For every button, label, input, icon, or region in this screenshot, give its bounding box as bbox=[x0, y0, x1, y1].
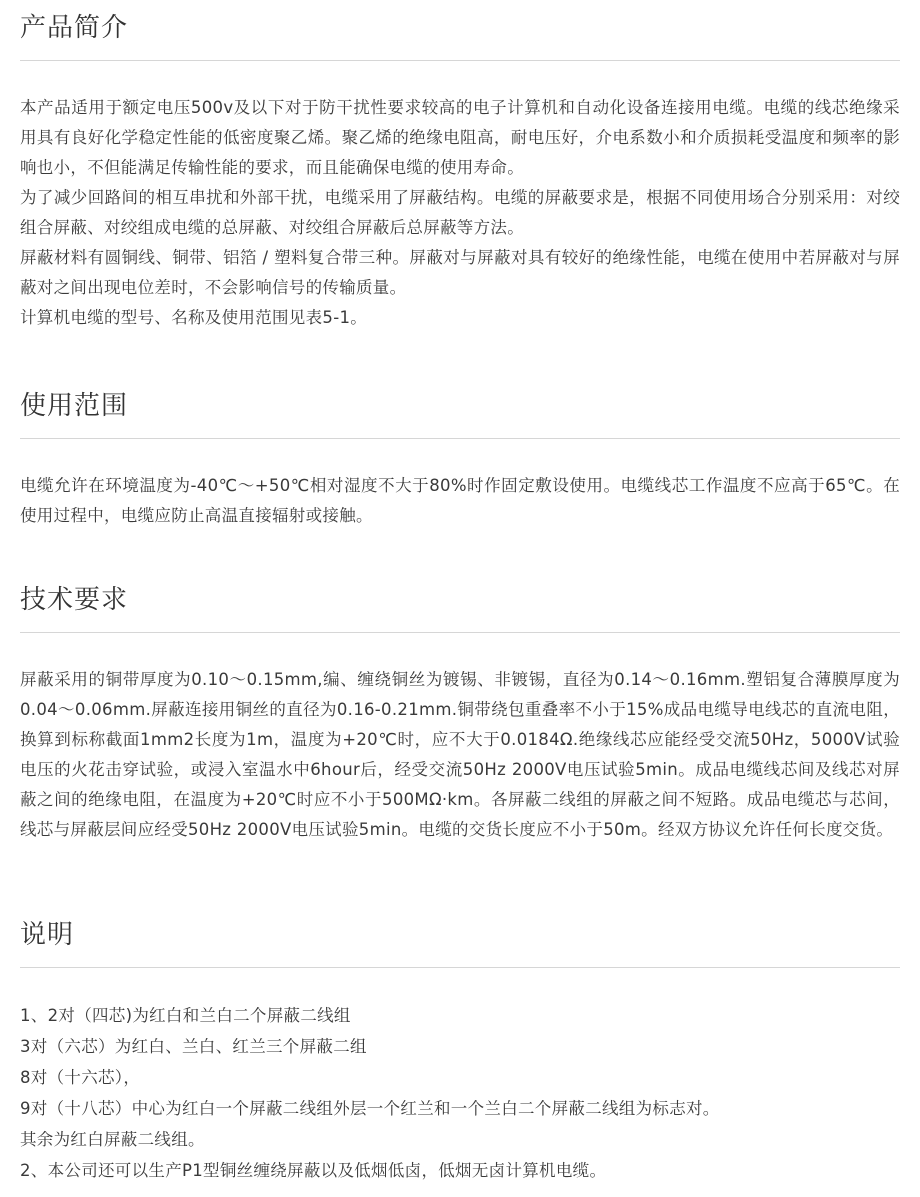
intro-paragraph: 屏蔽材料有圆铜线、铜带、铝箔 / 塑料复合带三种。屏蔽对与屏蔽对具有较好的绝缘性能，电缆在使用中若屏蔽对与屏蔽对之间出现电位差时，不会影响信号的传输质量。 bbox=[20, 248, 900, 297]
notes-line: 3对（六芯）为红白、兰白、红兰三个屏蔽二组 bbox=[20, 1037, 367, 1056]
section-title-intro: 产品简介 bbox=[20, 13, 129, 43]
section-divider bbox=[20, 632, 900, 633]
intro-body bbox=[20, 93, 900, 333]
range-paragraph: 电缆允许在环境温度为-40℃～+50℃相对湿度不大于80%时作固定敷设使用。电缆线芯工作温度不应高于65℃。在使用过程中，电缆应防止高温直接辐射或接触。 bbox=[20, 476, 900, 525]
notes-line: 其余为红白屏蔽二线组。 bbox=[20, 1130, 205, 1149]
section-range bbox=[20, 388, 900, 531]
intro-paragraph: 计算机电缆的型号、名称及使用范围见表5-1。 bbox=[20, 308, 368, 327]
section-title-tech: 技术要求 bbox=[20, 585, 129, 615]
tech-body bbox=[20, 665, 900, 845]
notes-line: 8对（十六芯）， bbox=[20, 1068, 141, 1087]
section-notes bbox=[20, 917, 900, 1186]
intro-paragraph: 本产品适用于额定电压500v及以下对于防干扰性要求较高的电子计算机和自动化设备连接用电缆。电缆的线芯绝缘采用具有良好化学稳定性能的低密度聚乙烯。聚乙烯的绝缘电阻高，耐电压好，介电系数小和介质损耗受温度和频率的影响也小，不但能满足传输性能的要求，而且能确保电缆的使用寿命。 bbox=[20, 98, 900, 177]
section-divider bbox=[20, 438, 900, 439]
range-body bbox=[20, 471, 900, 531]
notes-body bbox=[20, 1000, 900, 1186]
section-intro bbox=[20, 10, 900, 333]
notes-line: 9对（十八芯）中心为红白一个屏蔽二线组外层一个红兰和一个兰白二个屏蔽二线组为标志对。 bbox=[20, 1099, 720, 1118]
intro-paragraph: 为了减少回路间的相互串扰和外部干扰，电缆采用了屏蔽结构。电缆的屏蔽要求是，根据不同使用场合分别采用：对绞组合屏蔽、对绞组成电缆的总屏蔽、对绞组合屏蔽后总屏蔽等方法。 bbox=[20, 188, 900, 237]
section-tech bbox=[20, 582, 900, 845]
tech-paragraph: 屏蔽采用的铜带厚度为0.10～0.15mm,编、缠绕铜丝为镀锡、非镀锡，直径为0.14～0.16mm.塑铝复合薄膜厚度为0.04～0.06mm.屏蔽连接用铜丝的直径为0.16-0.21mm.铜带绕包重叠率不小于15%成品电缆导电线芯的直流电阻，换算到标称截面1mm2长度为1m，温度为+20℃时，应不大于0.0184Ω.绝缘线芯应能经受交流50Hz，5000V试验电压的火花击穿试验，或浸入室温水中6hour后，经受交流50Hz 2000V电压试验5min。成品电缆线芯间及线芯对屏蔽之间的绝缘电阻，在温度为+20℃时应不小于500MΩ·km。各屏蔽二线组的屏蔽之间不短路。成品电缆芯与芯间，线芯与屏蔽层间应经受50Hz 2000V电压试验5min。电缆的交货长度应不小于50m。经双方协议允许任何长度交货。 bbox=[20, 670, 900, 839]
section-title-range: 使用范围 bbox=[20, 391, 129, 421]
section-divider bbox=[20, 967, 900, 968]
notes-line: 2、本公司还可以生产P1型铜丝缠绕屏蔽以及低烟低卤，低烟无卤计算机电缆。 bbox=[20, 1161, 607, 1180]
section-divider bbox=[20, 60, 900, 61]
notes-line: 1、2对（四芯)为红白和兰白二个屏蔽二线组 bbox=[20, 1006, 351, 1025]
section-title-notes: 说明 bbox=[20, 920, 75, 950]
